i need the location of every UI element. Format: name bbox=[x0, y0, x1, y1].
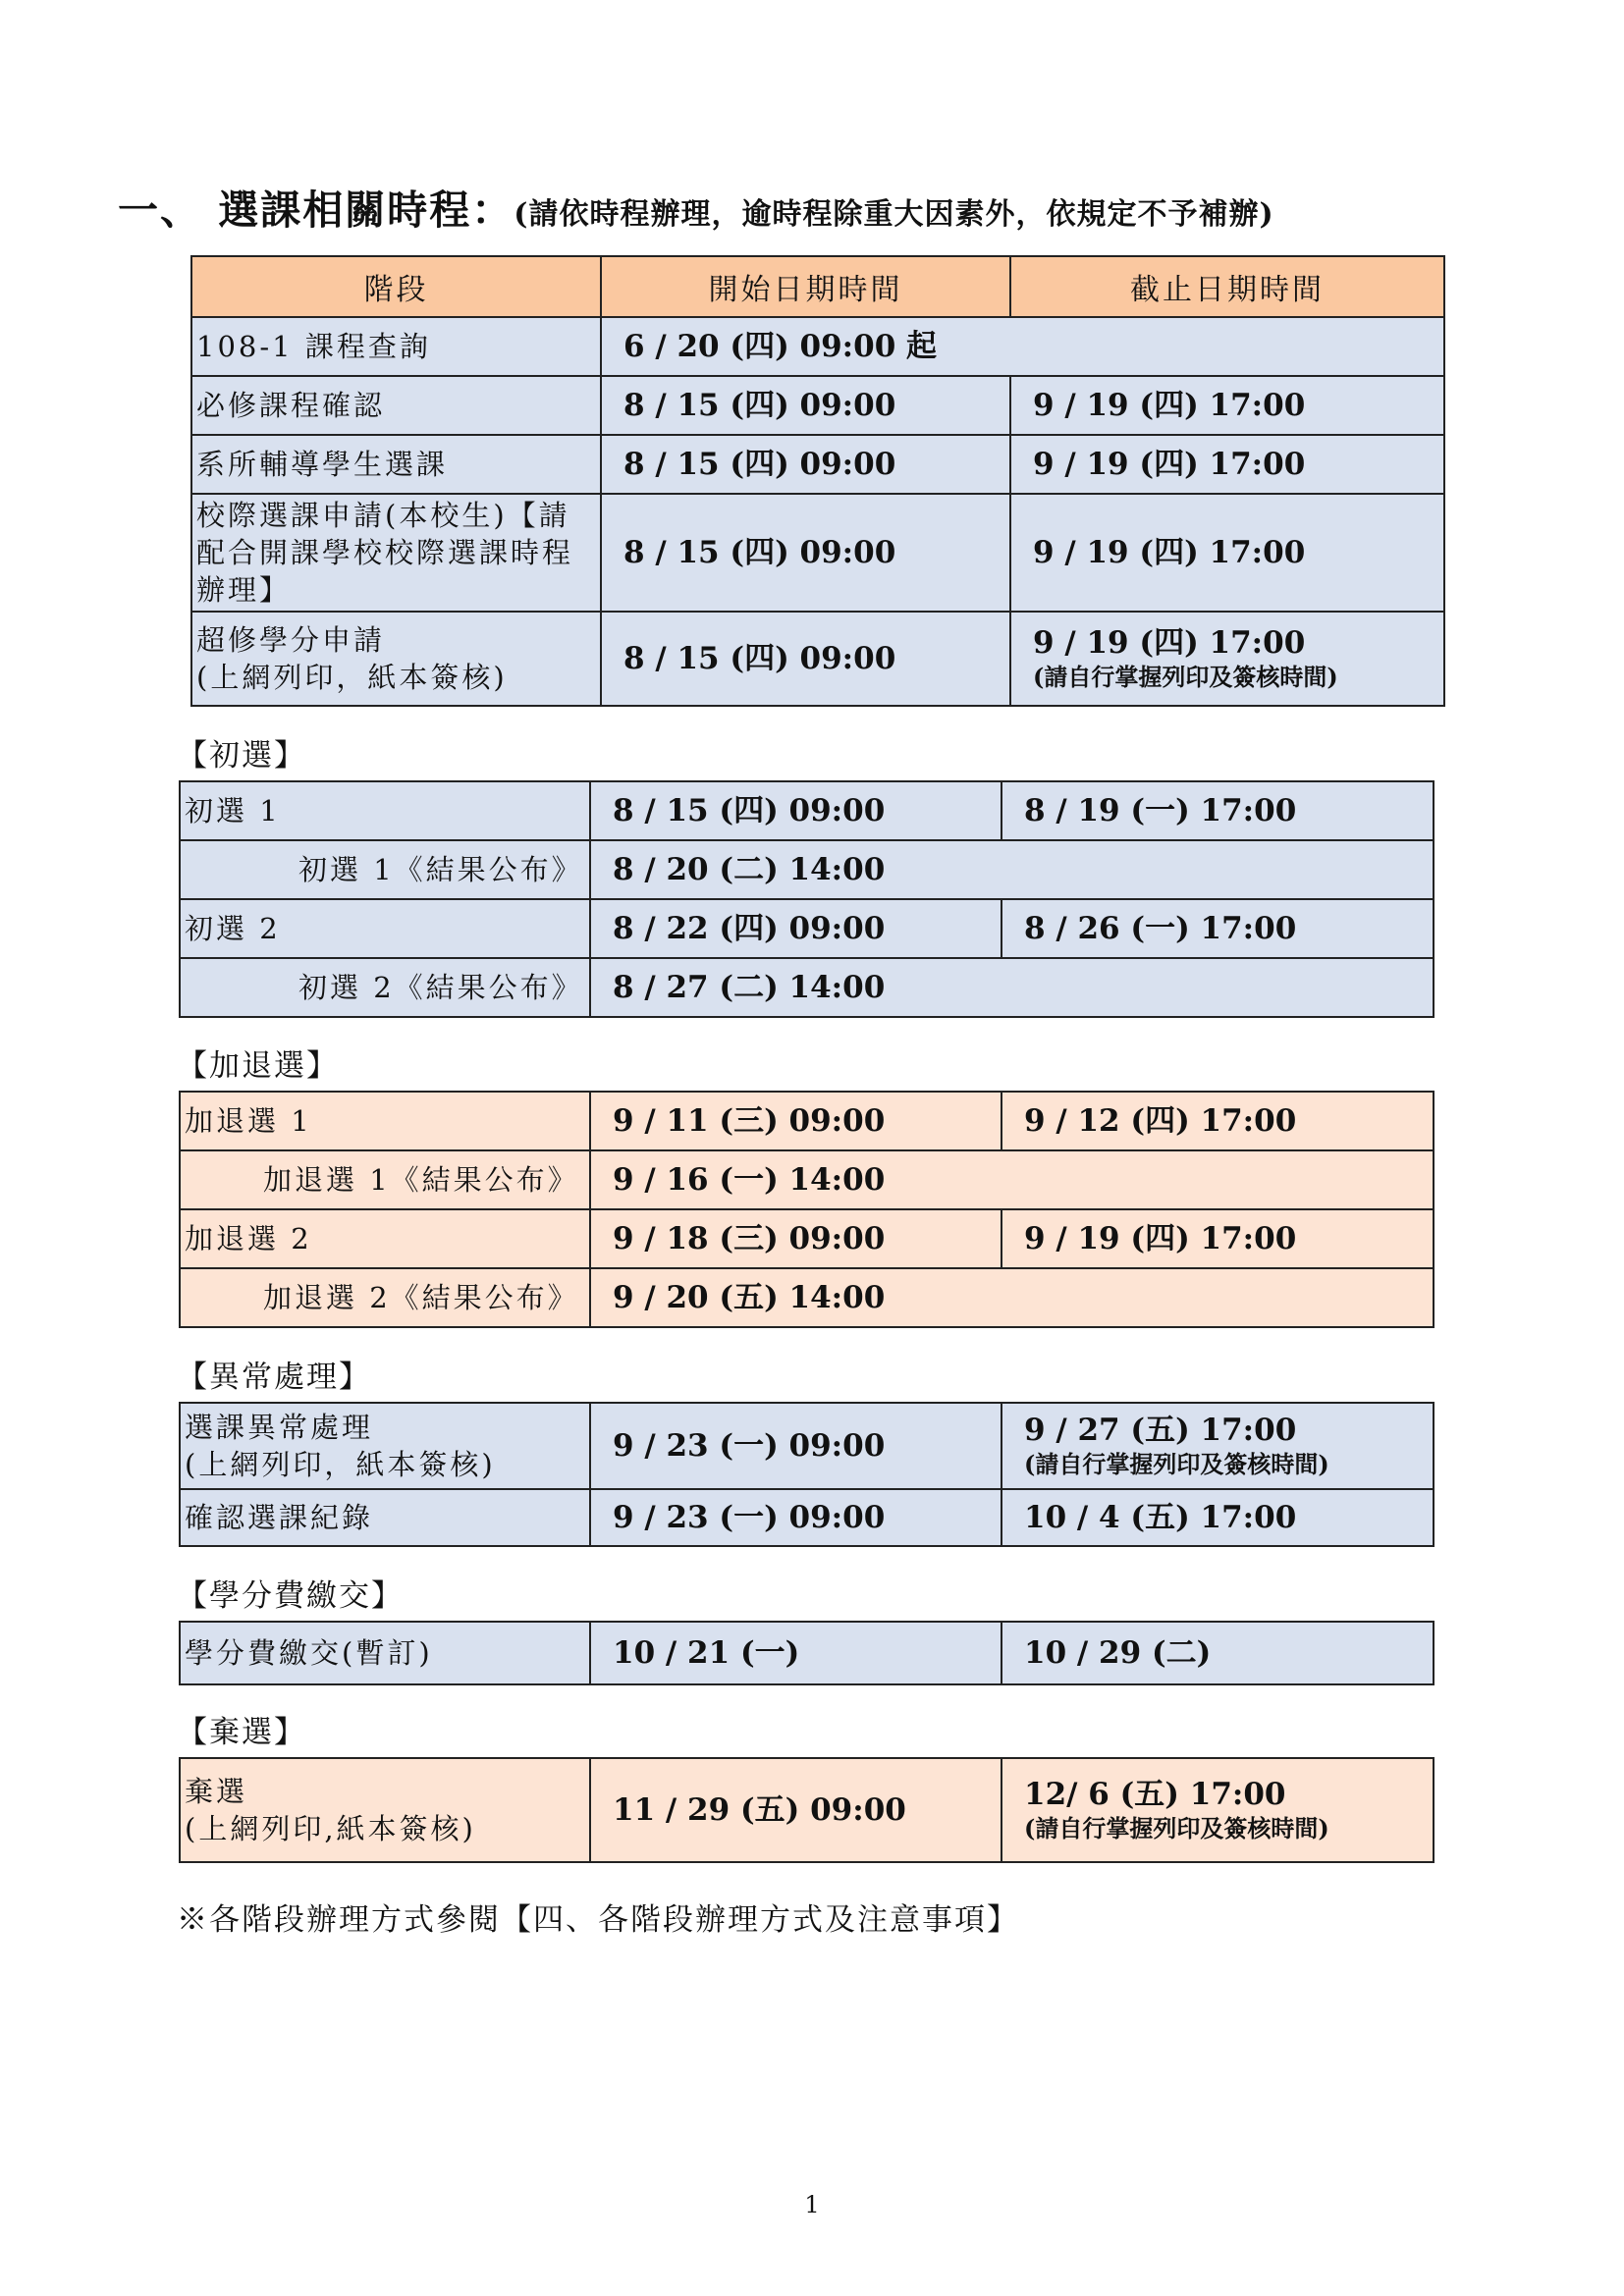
stage-cell: 校際選課申請(本校生)【請配合開課學校校際選課時程辦理】 bbox=[191, 494, 601, 612]
stage-cell bbox=[191, 612, 601, 706]
end-cell: 9 / 19 (四) 17:00 bbox=[1001, 1209, 1434, 1268]
end-date: 12/ 6 (五) 17:00 bbox=[1024, 1777, 1286, 1812]
start-cell: 9 / 20 (五) 14:00 bbox=[590, 1268, 1434, 1327]
table-row bbox=[180, 1209, 1434, 1268]
stage-cell: 確認選課紀錄 bbox=[180, 1489, 590, 1546]
table-row bbox=[180, 1092, 1434, 1150]
end-note: (請自行掌握列印及簽核時間) bbox=[1024, 1450, 1329, 1478]
stage-cell bbox=[180, 1403, 590, 1489]
end-cell: 9 / 19 (四) 17:00 bbox=[1010, 435, 1444, 494]
start-cell: 9 / 16 (一) 14:00 bbox=[590, 1150, 1434, 1209]
stage-cell: 學分費繳交(暫訂) bbox=[180, 1622, 590, 1684]
end-cell: 10 / 29 (二) bbox=[1001, 1622, 1434, 1684]
table-row bbox=[191, 317, 1444, 376]
end-note: (請自行掌握列印及簽核時間) bbox=[1024, 1814, 1329, 1842]
table-row bbox=[180, 840, 1434, 899]
start-cell: 6 / 20 (四) 09:00 起 bbox=[601, 317, 1444, 376]
start-cell: 9 / 23 (一) 09:00 bbox=[590, 1403, 1001, 1489]
table-row bbox=[191, 494, 1444, 612]
table-row bbox=[191, 612, 1444, 706]
start-cell: 8 / 22 (四) 09:00 bbox=[590, 899, 1001, 958]
start-cell: 8 / 27 (二) 14:00 bbox=[590, 958, 1434, 1017]
main-schedule-table bbox=[190, 255, 1445, 707]
table-row bbox=[180, 958, 1434, 1017]
stage-line2: (上網列印,紙本簽核) bbox=[185, 1812, 476, 1845]
stage-cell: 系所輔導學生選課 bbox=[191, 435, 601, 494]
page-heading bbox=[118, 183, 1512, 246]
first-round-table bbox=[179, 780, 1435, 1018]
end-cell: 10 / 4 (五) 17:00 bbox=[1001, 1489, 1434, 1546]
start-cell: 8 / 15 (四) 09:00 bbox=[601, 494, 1010, 612]
table-header-row bbox=[191, 256, 1444, 317]
section-title: 一、 選課相關時程： bbox=[118, 187, 514, 234]
header-start: 開始日期時間 bbox=[601, 256, 1010, 317]
end-cell: 8 / 19 (一) 17:00 bbox=[1001, 781, 1434, 840]
start-cell: 10 / 21 (一) bbox=[590, 1622, 1001, 1684]
label-add-drop: 【加退選】 bbox=[177, 1048, 339, 1084]
table-row bbox=[180, 1758, 1434, 1862]
section-note: (請依時程辦理，逾時程除重大因素外，依規定不予補辦) bbox=[514, 197, 1274, 232]
table-row bbox=[180, 1489, 1434, 1546]
label-withdraw: 【棄選】 bbox=[177, 1715, 306, 1750]
header-stage: 階段 bbox=[191, 256, 601, 317]
end-cell bbox=[1001, 1758, 1434, 1862]
start-cell: 9 / 18 (三) 09:00 bbox=[590, 1209, 1001, 1268]
stage-line2: (上網列印，紙本簽核) bbox=[196, 661, 508, 694]
table-row bbox=[180, 781, 1434, 840]
footnote: ※各階段辦理方式參閱【四、各階段辦理方式及注意事項】 bbox=[177, 1902, 1019, 1938]
label-first-round: 【初選】 bbox=[177, 738, 306, 774]
add-drop-table bbox=[179, 1091, 1435, 1328]
end-note: (請自行掌握列印及簽核時間) bbox=[1033, 663, 1338, 691]
end-cell bbox=[1001, 1403, 1434, 1489]
stage-cell: 加退選 2 bbox=[180, 1209, 590, 1268]
end-date: 9 / 19 (四) 17:00 bbox=[1033, 625, 1306, 661]
label-fee: 【學分費繳交】 bbox=[177, 1578, 404, 1614]
stage-line2: (上網列印，紙本簽核) bbox=[185, 1448, 496, 1481]
table-row bbox=[180, 1403, 1434, 1489]
header-end: 截止日期時間 bbox=[1010, 256, 1444, 317]
start-cell: 9 / 23 (一) 09:00 bbox=[590, 1489, 1001, 1546]
fee-table bbox=[179, 1621, 1435, 1685]
end-cell: 9 / 12 (四) 17:00 bbox=[1001, 1092, 1434, 1150]
table-row bbox=[180, 899, 1434, 958]
start-cell: 8 / 15 (四) 09:00 bbox=[601, 376, 1010, 435]
end-cell bbox=[1010, 612, 1444, 706]
stage-line1: 棄選 bbox=[185, 1775, 248, 1808]
stage-cell: 108-1 課程查詢 bbox=[191, 317, 601, 376]
start-cell: 9 / 11 (三) 09:00 bbox=[590, 1092, 1001, 1150]
end-cell: 9 / 19 (四) 17:00 bbox=[1010, 494, 1444, 612]
start-cell: 8 / 15 (四) 09:00 bbox=[601, 435, 1010, 494]
stage-cell: 加退選 1 bbox=[180, 1092, 590, 1150]
table-row bbox=[180, 1622, 1434, 1684]
page-number: 1 bbox=[804, 2191, 820, 2218]
stage-cell: 初選 1 bbox=[180, 781, 590, 840]
end-cell: 8 / 26 (一) 17:00 bbox=[1001, 899, 1434, 958]
stage-cell: 加退選 2《結果公布》 bbox=[180, 1268, 590, 1327]
table-row bbox=[180, 1268, 1434, 1327]
withdraw-table bbox=[179, 1757, 1435, 1863]
stage-cell: 必修課程確認 bbox=[191, 376, 601, 435]
stage-cell bbox=[180, 1758, 590, 1862]
exception-table bbox=[179, 1402, 1435, 1547]
stage-cell: 初選 1《結果公布》 bbox=[180, 840, 590, 899]
stage-line1: 超修學分申請 bbox=[196, 623, 386, 657]
stage-cell: 初選 2《結果公布》 bbox=[180, 958, 590, 1017]
table-row bbox=[180, 1150, 1434, 1209]
stage-line1: 選課異常處理 bbox=[185, 1411, 374, 1444]
stage-cell: 初選 2 bbox=[180, 899, 590, 958]
start-cell: 8 / 15 (四) 09:00 bbox=[601, 612, 1010, 706]
table-row bbox=[191, 435, 1444, 494]
stage-cell: 加退選 1《結果公布》 bbox=[180, 1150, 590, 1209]
end-date: 9 / 27 (五) 17:00 bbox=[1024, 1413, 1297, 1448]
label-exception: 【異常處理】 bbox=[177, 1360, 371, 1395]
end-cell: 9 / 19 (四) 17:00 bbox=[1010, 376, 1444, 435]
table-row bbox=[191, 376, 1444, 435]
start-cell: 11 / 29 (五) 09:00 bbox=[590, 1758, 1001, 1862]
start-cell: 8 / 20 (二) 14:00 bbox=[590, 840, 1434, 899]
start-cell: 8 / 15 (四) 09:00 bbox=[590, 781, 1001, 840]
